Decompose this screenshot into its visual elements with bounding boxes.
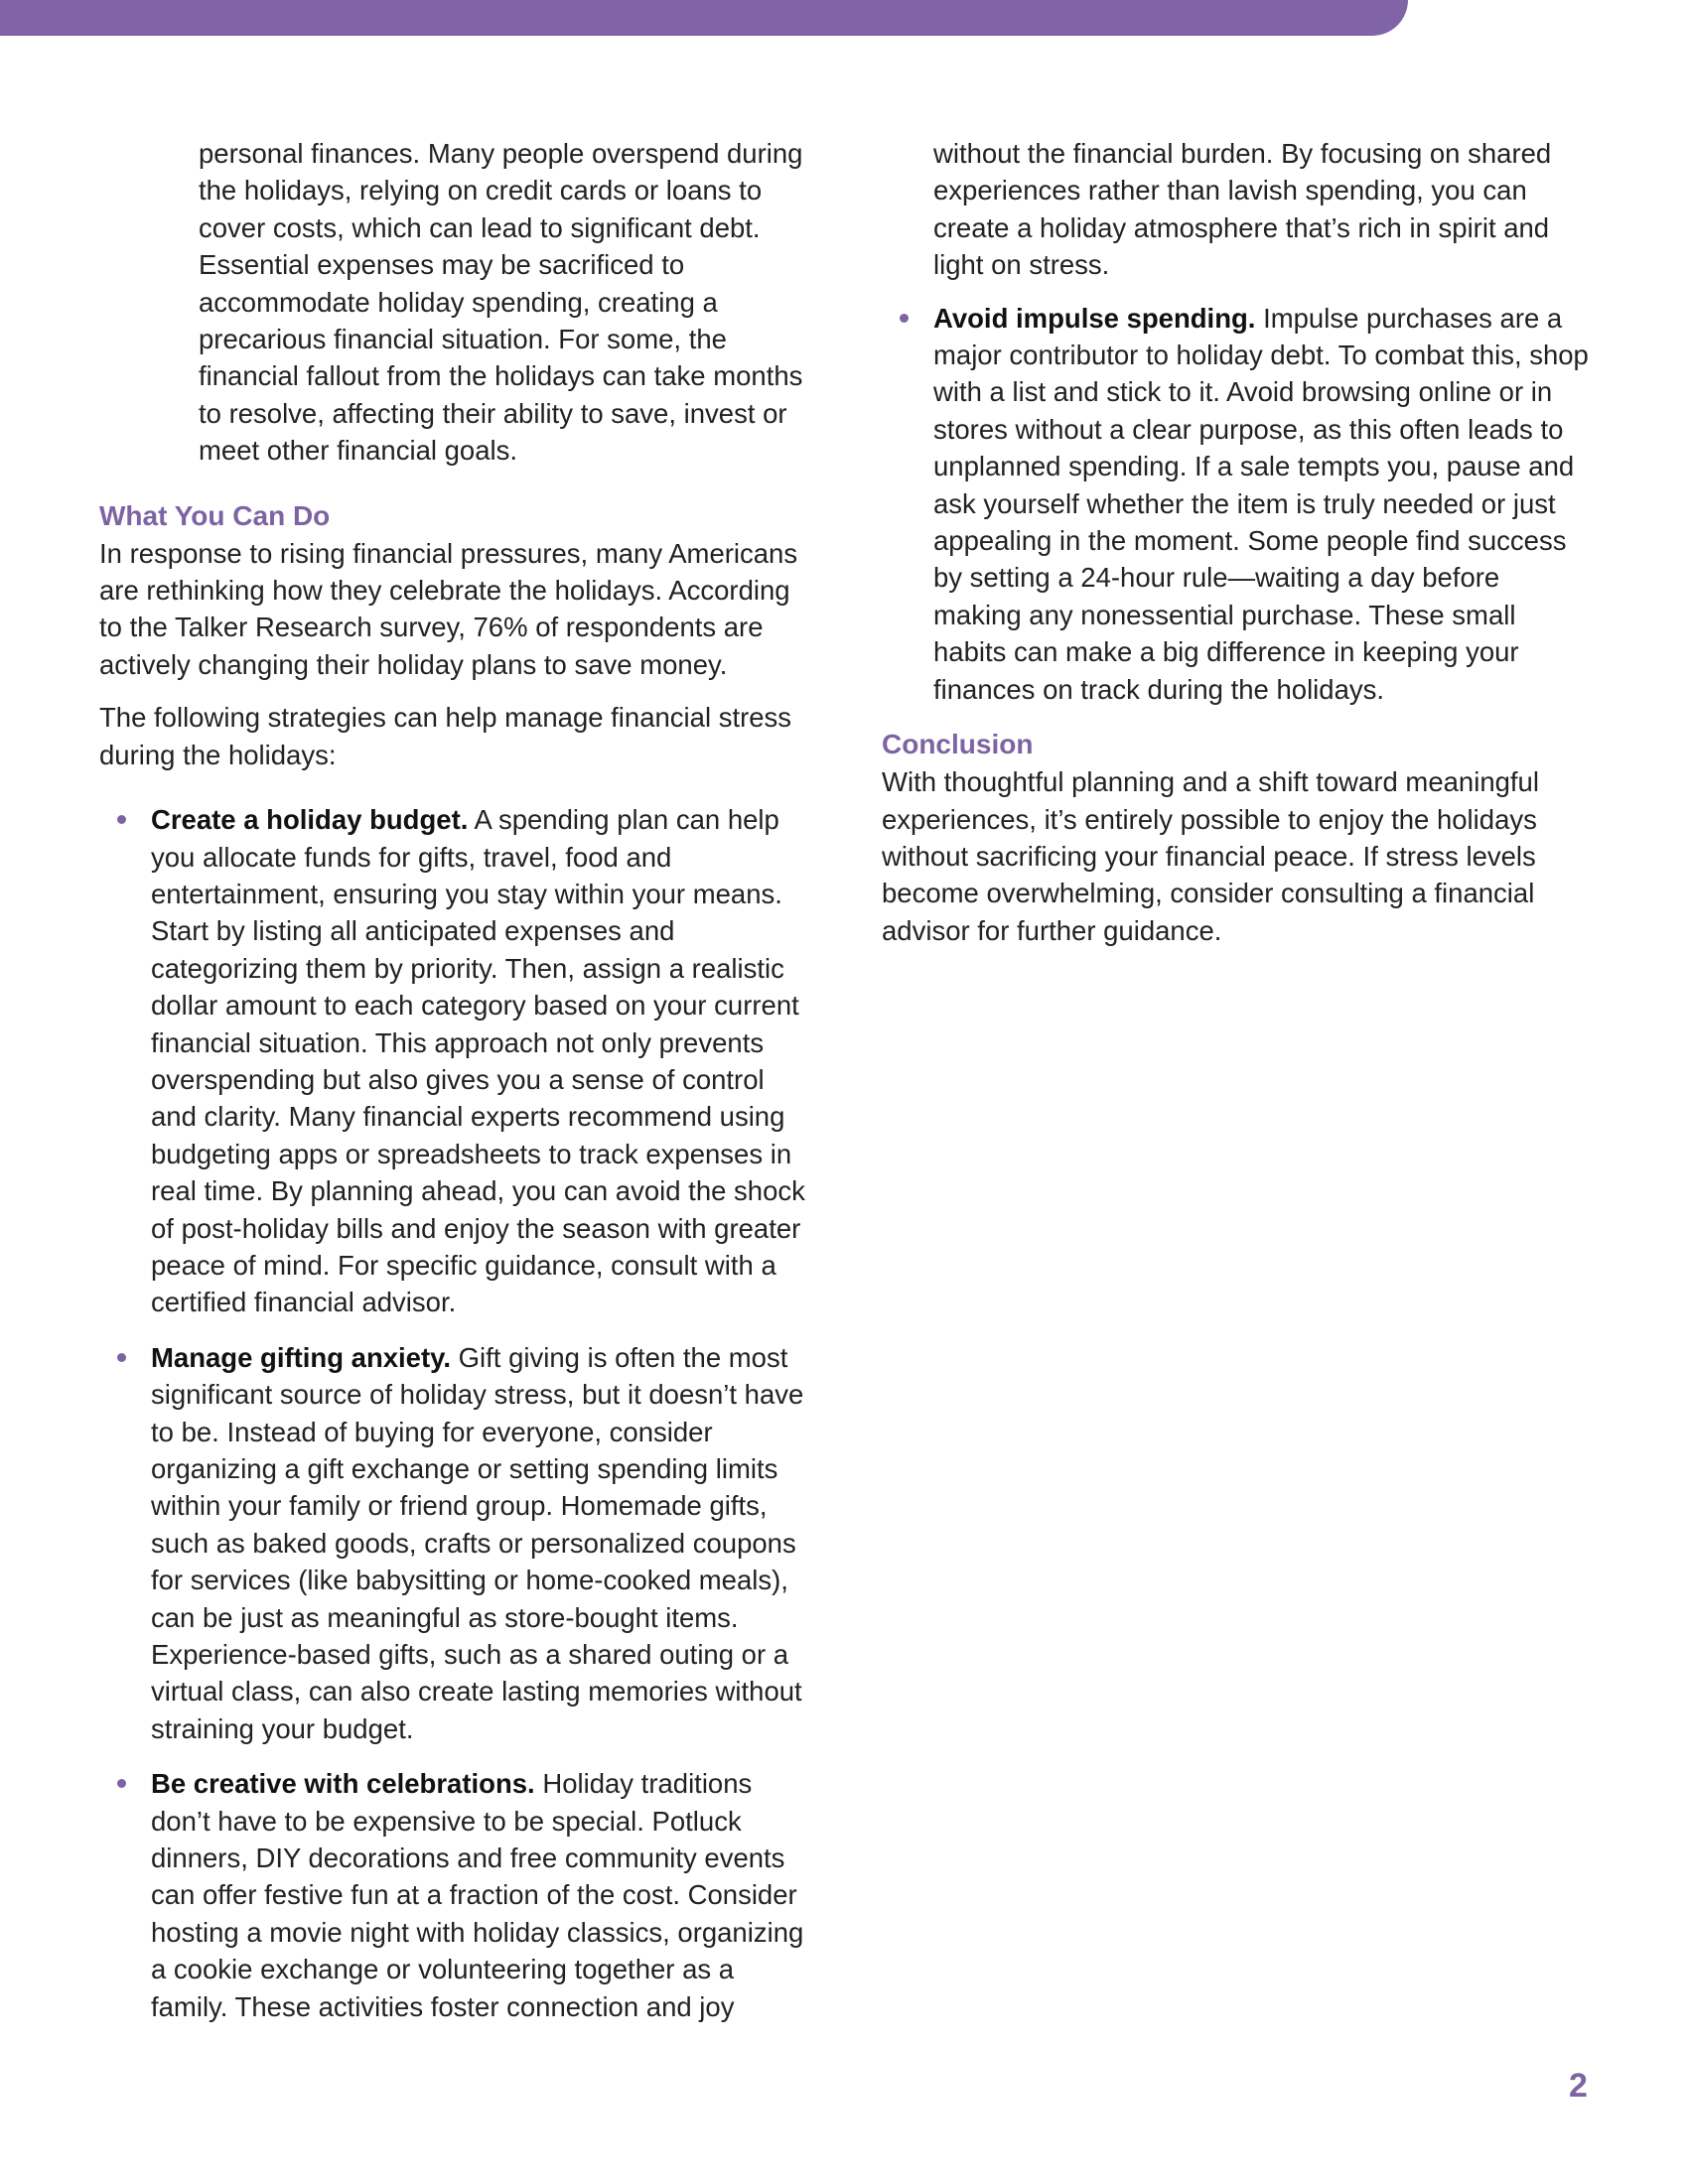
bullet-text: Holiday traditions don’t have to be expensive to be special. Potluck dinners, DIY decorations and free community events can offer festive fun at a fraction of the cost. Consider hosting a movie night with holiday classics, organizing a cookie exchange or volunteering together as a family. These activities foster connection and joy [151, 1768, 804, 2022]
intro-paragraph: personal finances. Many people overspend during the holidays, relying on credit cards or loans to cover costs, which can lead to significant debt. Essential expenses may be sacrificed to accommodate holiday spending, creating a precarious financial situation. For some, the financial fallout from the holidays can take months to resolve, affecting their ability to save, invest or meet other financial goals. [199, 138, 803, 467]
page-number: 2 [1569, 2067, 1588, 2105]
section-paragraph: The following strategies can help manage financial stress during the holidays: [99, 702, 792, 770]
bullet-text: A spending plan can help you allocate funds for gifts, travel, food and entertainment, ensuring you stay within your means. Start by listing all anticipated expenses and categorizing them by priority. Then, assign a realistic dollar amount to each category based on your current financial situation. This approach not only prevents overspending but also gives you a sense of control and clarity. Many financial experts recommend using budgeting apps or spreadsheets to track expenses in real time. By planning ahead, you can avoid the shock of post-holiday bills and enjoy the season with greater peace of mind. For specific guidance, consult with a certified financial advisor. [151, 804, 805, 1318]
bullet-lead: Manage gifting anxiety. [151, 1341, 452, 1373]
bullet-icon [900, 314, 909, 323]
right-column [882, 135, 1589, 949]
list-item [99, 1765, 816, 2025]
section-heading: What You Can Do [99, 499, 331, 531]
bullet-icon [117, 1353, 126, 1362]
left-column [99, 135, 816, 2043]
conclusion-paragraph: With thoughtful planning and a shift toward meaningful experiences, it’s entirely possible to enjoy the holidays without sacrificing your financial peace. If stress levels become overwhelming, consider consulting a financial advisor for further guidance. [882, 766, 1539, 946]
strategy-list-continued [882, 300, 1589, 708]
bullet-text: Impulse purchases are a major contributor to holiday debt. To combat this, shop with a list and stick to it. Avoid browsing online or in stores without a clear purpose, as this often leads to unplanned spending. If a sale tempts you, pause and ask yourself whether the item is truly needed or just appealing in the moment. Some people find success by setting a 24-hour rule—waiting a day before making any nonessential purchase. These small habits can make a big difference in keeping your finances on track during the holidays. [933, 302, 1589, 705]
continuation-paragraph: without the financial burden. By focusing on shared experiences rather than lavish spending, you can create a holiday atmosphere that’s rich in spirit and light on stress. [933, 138, 1552, 281]
header-band [0, 0, 1408, 36]
bullet-lead: Create a holiday budget. [151, 804, 469, 836]
list-item [882, 300, 1589, 708]
conclusion-heading: Conclusion [882, 729, 1034, 760]
strategy-list [99, 801, 816, 2025]
section-paragraph: In response to rising financial pressures, many Americans are rethinking how they celebrate the holidays. According to the Talker Research survey, 76% of respondents are actively changing their holiday plans to save money. [99, 537, 798, 680]
bullet-lead: Avoid impulse spending. [933, 302, 1256, 334]
bullet-text: Gift giving is often the most significant source of holiday stress, but it doesn’t have to be. Instead of buying for everyone, consider organizing a gift exchange or setting spending limits within your family or friend group. Homemade gifts, such as baked goods, crafts or personalized coupons for services (like babysitting or home-cooked meals), can be just as meaningful as store-bought items. Experience-based gifts, such as a shared outing or a virtual class, can also create lasting memories without straining your budget. [151, 1341, 804, 1744]
bullet-icon [117, 1779, 126, 1788]
bullet-icon [117, 815, 126, 824]
list-item [99, 1339, 816, 1747]
bullet-lead: Be creative with celebrations. [151, 1768, 535, 1800]
list-item [99, 801, 816, 1321]
